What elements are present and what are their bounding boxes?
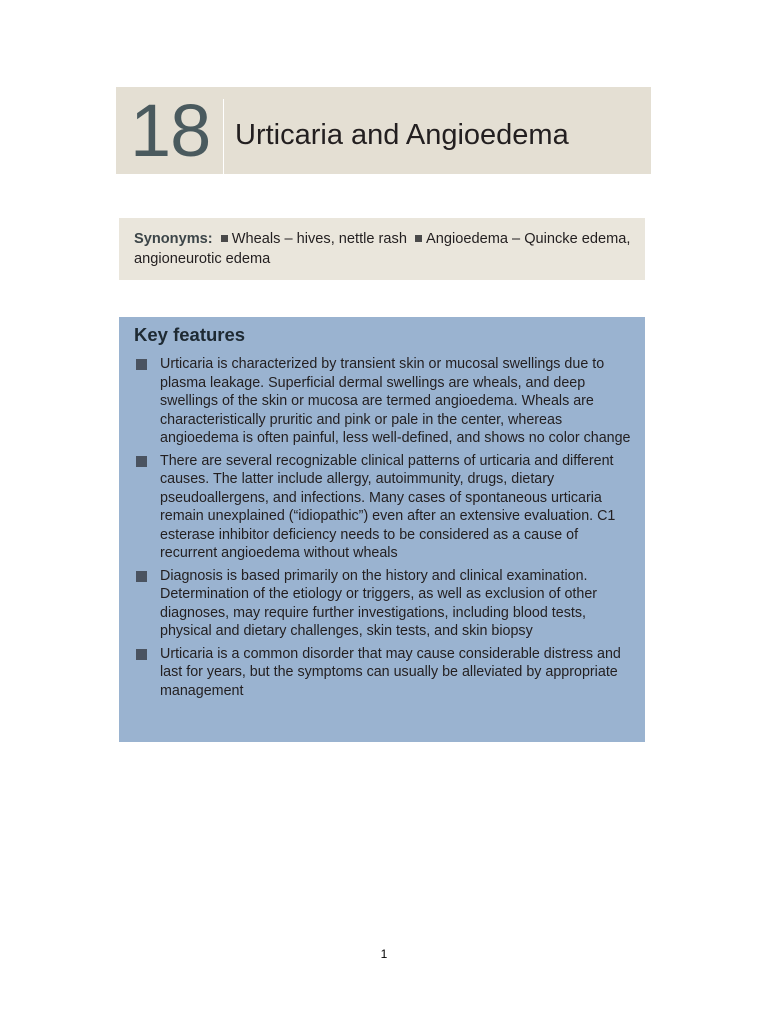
synonyms-box [119, 218, 645, 280]
square-bullet-icon [136, 571, 147, 582]
chapter-title: Urticaria and Angioedema [235, 119, 569, 151]
page-number: 1 [380, 947, 388, 961]
key-features-title: Key features [134, 324, 246, 345]
square-bullet-icon [415, 235, 422, 242]
key-feature-text: Urticaria is a common disorder that may cause considerable distress and last for years, but the symptoms can usually be alleviated by appropriate management [160, 645, 621, 699]
synonym-item: Angioedema – Quincke edema, angioneurotic edema [134, 231, 631, 267]
key-feature-item [134, 355, 633, 448]
key-feature-item [134, 645, 633, 701]
chapter-divider [223, 99, 224, 174]
key-feature-item [134, 452, 633, 563]
key-features-box [119, 317, 645, 742]
square-bullet-icon [221, 235, 228, 242]
square-bullet-icon [136, 359, 147, 370]
square-bullet-icon [136, 456, 147, 467]
chapter-header [116, 87, 651, 174]
key-feature-text: Urticaria is characterized by transient skin or mucosal swellings due to plasma leakage. Superficial dermal swellings are wheals, and deep swellings of the skin or mucosa are termed angioedema. Wheals are characteristically pruritic and pink or pale in the center, whereas angioedema is often painful, less well-defined, and shows no color change [160, 356, 631, 446]
chapter-number: 18 [130, 89, 211, 172]
square-bullet-icon [136, 649, 147, 660]
key-feature-text: There are several recognizable clinical patterns of urticaria and different causes. The latter include allergy, autoimmunity, drugs, dietary pseudoallergens, and infections. Many cases of spontaneous urticaria remain unexplained (“idiopathic”) even after an extensive evaluation. C1 esterase inhibitor deficiency needs to be considered as a cause of recurrent angioedema without wheals [160, 452, 616, 561]
synonym-item: Wheals – hives, nettle rash [231, 231, 407, 247]
key-feature-item [134, 567, 633, 641]
synonyms-label: Synonyms: [134, 231, 213, 247]
key-feature-text: Diagnosis is based primarily on the history and clinical examination. Determination of the etiology or triggers, as well as exclusion of other diagnoses, may require further investigations, including blood tests, physical and dietary challenges, skin tests, and skin biopsy [160, 567, 598, 639]
key-features-list [134, 355, 633, 700]
